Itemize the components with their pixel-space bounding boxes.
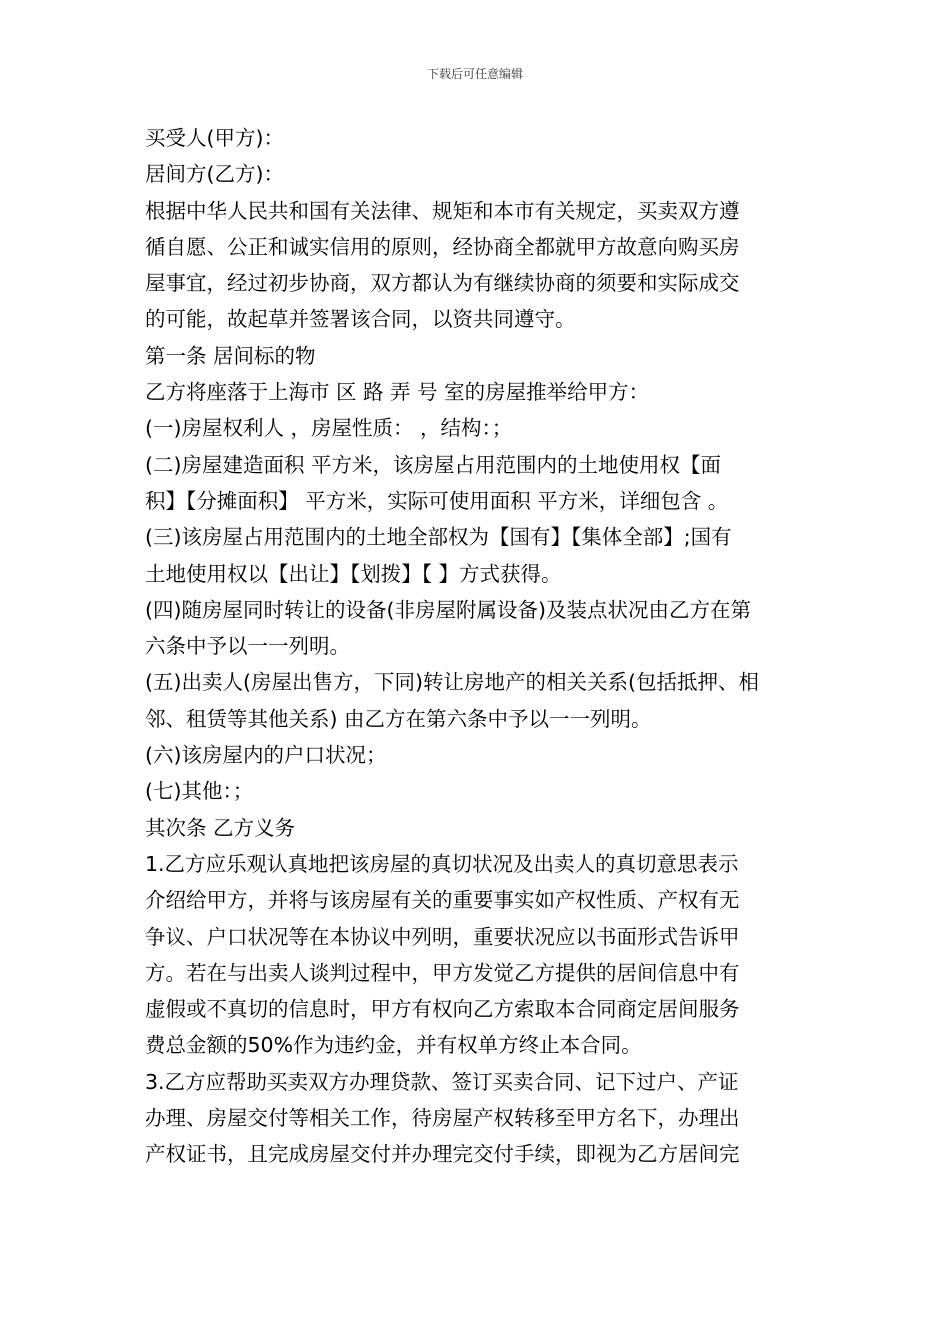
clause-item: 土地使用权以【出让】【划拨】【 】方式获得。 xyxy=(145,561,562,586)
obligation-item: 3.乙方应帮助买卖双方办理贷款、签订买卖合同、记下过户、产证 xyxy=(145,1069,739,1094)
clause-item: (二)房屋建造面积 平方米，该房屋占用范围内的土地使用权【面 xyxy=(145,452,722,477)
obligation-item: 1.乙方应乐观认真地把该房屋的真切状况及出卖人的真切意思表示 xyxy=(145,851,739,876)
paragraph-line: 的可能，故起草并签署该合同，以资共同遵守。 xyxy=(145,307,576,332)
section-heading: 第一条 居间标的物 xyxy=(145,343,316,368)
clause-item: (三)该房屋占用范围内的土地全部权为【国有】【集体全部】;国有 xyxy=(145,525,732,550)
clause-item: 积】【分摊面积】 平方米，实际可使用面积 平方米，详细包含 。 xyxy=(145,488,729,513)
obligation-item: 办理、房屋交付等相关工作，待房屋产权转移至甲方名下，办理出 xyxy=(145,1106,740,1131)
buyer-line: 买受人(甲方)： xyxy=(145,126,284,150)
intermediary-line: 居间方(乙方)： xyxy=(145,162,284,187)
obligation-item: 介绍给甲方，并将与该房屋有关的重要事实如产权性质、产权有无 xyxy=(145,888,740,913)
page-header: 下载后可任意编辑 xyxy=(426,67,523,81)
obligation-item: 虚假或不真切的信息时，甲方有权向乙方索取本合同商定居间服务 xyxy=(145,997,740,1022)
clause-item: 邻、租赁等其他关系) 由乙方在第六条中予以一一列明。 xyxy=(145,706,652,731)
obligation-item: 费总金额的50%作为违约金，并有权单方终止本合同。 xyxy=(145,1033,642,1058)
document-body xyxy=(145,120,809,1173)
obligation-item: 争议、户口状况等在本协议中列明，重要状况应以书面形式告诉甲 xyxy=(145,924,740,949)
clause-item: (四)随房屋同时转让的设备(非房屋附属设备)及装点状况由乙方在第 xyxy=(145,597,751,622)
paragraph-line: 循自愿、公正和诚实信用的原则，经协商全都就甲方故意向购买房 xyxy=(145,234,740,259)
paragraph-line: 乙方将座落于上海市 区 路 弄 号 室的房屋推举给甲方： xyxy=(145,380,650,405)
paragraph-line: 根据中华人民共和国有关法律、规矩和本市有关规定，买卖双方遵 xyxy=(145,198,740,223)
clause-item: (一)房屋权利人 ，房屋性质： ，结构：； xyxy=(145,416,513,441)
clause-item: 六条中予以一一列明。 xyxy=(145,634,350,659)
paragraph-line: 屋事宜，经过初步协商，双方都认为有继续协商的须要和实际成交 xyxy=(145,271,740,296)
clause-item: (五)出卖人(房屋出售方，下同)转让房地产的相关关系(包括抵押、相 xyxy=(145,670,759,695)
clause-item: (六)该房屋内的户口状况； xyxy=(145,743,387,768)
obligation-item: 方。若在与出卖人谈判过程中，甲方发觉乙方提供的居间信息中有 xyxy=(145,960,740,985)
clause-item: (七)其他：； xyxy=(145,779,254,804)
obligation-item: 产权证书，且完成房屋交付并办理完交付手续，即视为乙方居间完 xyxy=(145,1142,740,1167)
section-heading: 其次条 乙方义务 xyxy=(145,815,296,840)
